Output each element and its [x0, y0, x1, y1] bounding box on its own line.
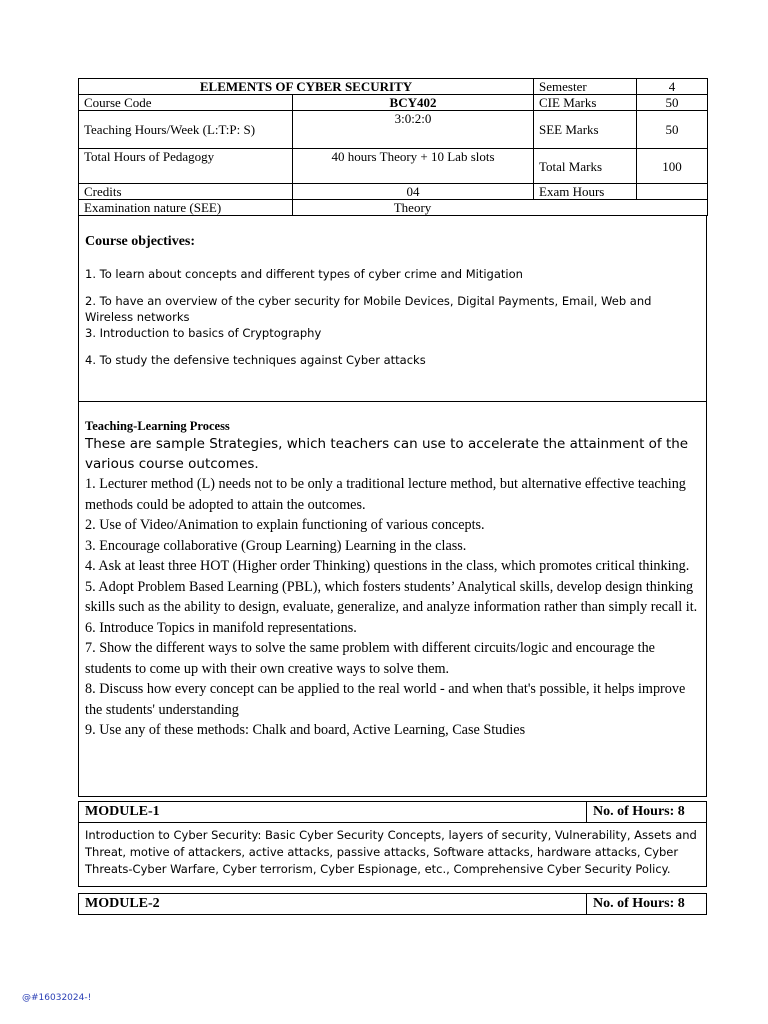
course-code-label: Course Code	[79, 95, 293, 111]
module-1-hours: No. of Hours: 8	[593, 804, 685, 819]
semester-label: Semester	[534, 79, 637, 95]
teaching-hours-value: 3:0:2:0	[293, 111, 534, 149]
objective-item: 2. To have an overview of the cyber security for Mobile Devices, Digital Payments, Email, Web and Wireless networks	[85, 294, 652, 324]
objective-item: 3. Introduction to basics of Cryptography	[85, 326, 322, 340]
see-marks-label: SEE Marks	[534, 111, 637, 149]
credits-label: Credits	[79, 184, 293, 200]
watermark-text: @#16032024-!	[22, 993, 92, 1003]
teaching-learning-intro: These are sample Strategies, which teachers can use to accelerate the attainment of the various course outcomes.	[85, 436, 689, 472]
strategy-item: 8. Discuss how every concept can be applied to the real world - and when that's possible, it helps improve the students' understanding	[85, 681, 686, 718]
course-objectives-section	[78, 216, 707, 402]
module-2-title: MODULE-2	[79, 894, 587, 914]
pedagogy-label: Total Hours of Pedagogy	[79, 149, 293, 184]
teaching-learning-title: Teaching-Learning Process	[85, 419, 230, 433]
see-marks-value: 50	[637, 111, 708, 149]
course-info-table	[78, 78, 708, 216]
total-marks-label: Total Marks	[534, 149, 637, 184]
teaching-learning-section	[78, 402, 707, 797]
exam-hours-value	[637, 184, 708, 200]
course-objectives-title: Course objectives:	[85, 234, 196, 249]
objective-item: 4. To study the defensive techniques against Cyber attacks	[85, 353, 426, 367]
exam-nature-label: Examination nature (SEE)	[79, 200, 293, 216]
exam-nature-value: Theory	[293, 200, 708, 216]
course-code-value: BCY402	[293, 95, 534, 111]
cie-marks-value: 50	[637, 95, 708, 111]
strategy-item: 1. Lecturer method (L) needs not to be only a traditional lecture method, but alternative effective teaching methods could be adopted to attain the outcomes.	[85, 476, 686, 513]
teaching-hours-label: Teaching Hours/Week (L:T:P: S)	[79, 111, 293, 149]
strategy-item: 5. Adopt Problem Based Learning (PBL), which fosters students’ Analytical skills, develop design thinking skills such as the ability to design, evaluate, generalize, and analyze information rather than simply recall it.	[85, 578, 698, 615]
module-1-content: Introduction to Cyber Security: Basic Cyber Security Concepts, layers of security, Vulnerability, Assets and Threat, motive of attackers, active attacks, passive attacks, Software attacks, hardware attacks, Cyber Threats-Cyber Warfare, Cyber terrorism, Cyber Espionage, etc., Comprehensive Cyber Security Policy.	[78, 823, 707, 887]
exam-hours-label: Exam Hours	[534, 184, 637, 200]
module-2-hours: No. of Hours: 8	[593, 896, 685, 911]
cie-marks-label: CIE Marks	[534, 95, 637, 111]
syllabus-page	[78, 78, 707, 915]
total-marks-value: 100	[637, 149, 708, 184]
semester-value: 4	[637, 79, 708, 95]
strategy-item: 3. Encourage collaborative (Group Learning) Learning in the class.	[85, 537, 467, 554]
credits-value: 04	[293, 184, 534, 200]
pedagogy-value: 40 hours Theory + 10 Lab slots	[293, 149, 534, 184]
module-1-title: MODULE-1	[79, 802, 587, 822]
objective-item: 1. To learn about concepts and different types of cyber crime and Mitigation	[85, 267, 523, 281]
module-2-header	[78, 893, 707, 915]
module-1-header	[78, 801, 707, 823]
course-title: ELEMENTS OF CYBER SECURITY	[79, 79, 534, 95]
strategy-item: 7. Show the different ways to solve the same problem with different circuits/logic and encourage the students to come up with their own creative ways to solve them.	[85, 640, 655, 677]
strategy-item: 9. Use any of these methods: Chalk and board, Active Learning, Case Studies	[85, 722, 526, 738]
strategy-item: 6. Introduce Topics in manifold representations.	[85, 619, 357, 636]
strategy-item: 2. Use of Video/Animation to explain functioning of various concepts.	[85, 517, 485, 533]
strategy-item: 4. Ask at least three HOT (Higher order Thinking) questions in the class, which promotes critical thinking.	[85, 558, 690, 574]
